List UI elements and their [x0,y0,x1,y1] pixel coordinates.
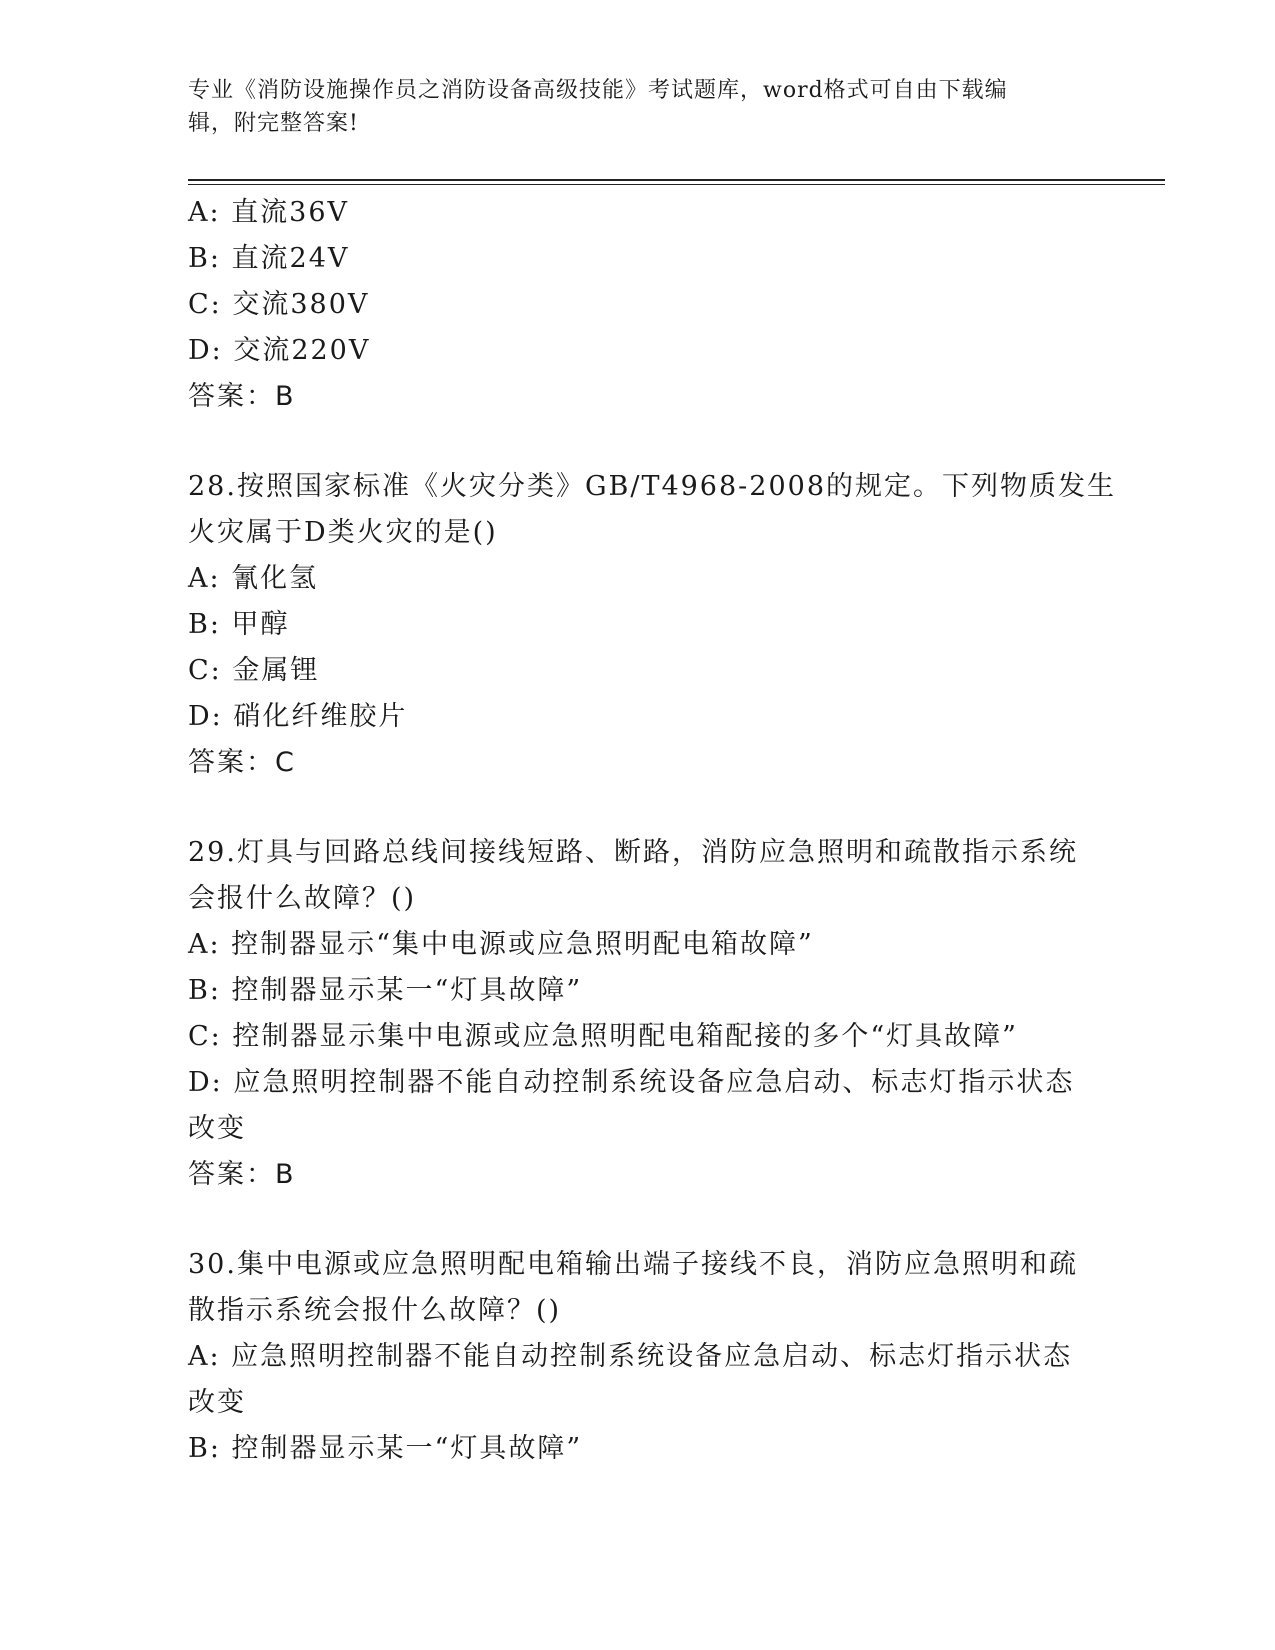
option-c: C: 控制器显示集中电源或应急照明配电箱配接的多个“灯具故障” [188,1021,1018,1052]
option-b: B: 甲醇 [188,609,290,640]
option-a: A: 直流36V [188,197,350,228]
option-a: A: 氰化氢 [188,563,319,594]
question-stem-continued: 会报什么故障？() [188,883,417,914]
option-d: D: 应急照明控制器不能自动控制系统设备应急启动、标志灯指示状态 [188,1067,1075,1098]
option-a: A: 应急照明控制器不能自动控制系统设备应急启动、标志灯指示状态 [188,1341,1073,1372]
option-a-continued: 改变 [188,1387,246,1418]
question-stem-continued: 散指示系统会报什么故障？() [188,1295,562,1326]
question-stem: 28.按照国家标准《火灾分类》GB/T4968-2008的规定。下列物质发生 [188,471,1117,502]
option-a: A: 控制器显示“集中电源或应急照明配电箱故障” [188,929,814,960]
option-d: D: 交流220V [188,335,371,366]
question-stem: 30.集中电源或应急照明配电箱输出端子接线不良，消防应急照明和疏 [188,1249,1078,1280]
document-header [188,74,1068,140]
question-30 [188,1242,1088,1472]
header-divider-thick [188,179,1165,181]
option-b: B: 控制器显示某一“灯具故障” [188,1433,583,1464]
question-stem-continued: 火灾属于D类火灾的是() [188,517,498,548]
header-line-1: 专业《消防设施操作员之消防设备高级技能》考试题库，word格式可自由下载编 [188,78,1008,103]
option-d-continued: 改变 [188,1113,246,1144]
answer: 答案：B [188,381,296,412]
answer: 答案：B [188,1159,296,1190]
option-c: C: 交流380V [188,289,370,320]
header-divider-thin [188,184,1165,185]
question-29 [188,830,1088,1198]
header-line-2: 辑，附完整答案! [188,111,359,136]
option-d: D: 硝化纤维胶片 [188,701,408,732]
option-c: C: 金属锂 [188,655,320,686]
option-b: B: 直流24V [188,243,350,274]
question-28 [188,464,1117,786]
answer: 答案：C [188,747,296,778]
question-27 [188,190,1088,420]
option-b: B: 控制器显示某一“灯具故障” [188,975,583,1006]
question-list [188,190,1117,1472]
question-stem: 29.灯具与回路总线间接线短路、断路，消防应急照明和疏散指示系统 [188,837,1078,868]
